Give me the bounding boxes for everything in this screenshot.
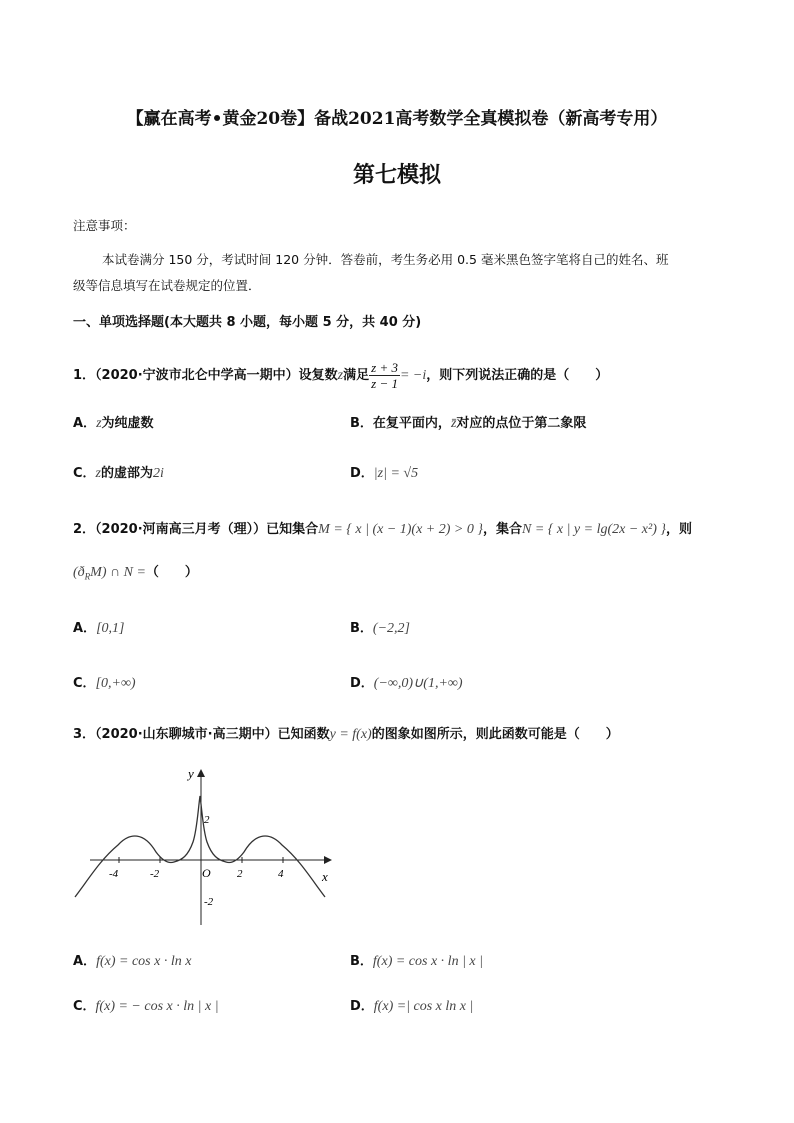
q1-stem-c: ，则下列说法正确的是（ ）	[426, 368, 609, 383]
y-axis-arrow	[197, 769, 205, 777]
q2-option-b[interactable]	[350, 617, 410, 637]
q3-option-a-math: f(x) = cos x · ln x	[96, 954, 192, 969]
graph-tick-label-y2: 2	[204, 814, 210, 826]
q1-option-b-text2: 对应的点位于第二象限	[456, 416, 587, 431]
q3-option-a[interactable]	[73, 950, 191, 970]
graph-tick-label-2: 2	[237, 868, 243, 880]
q1-frac-num: z + 3	[371, 360, 398, 375]
q1-option-b-label: B．	[350, 416, 373, 431]
q1-option-b-text1: 在复平面内，	[372, 416, 451, 431]
q2-set-n: N = { x | y = lg(2x − x²) }	[521, 522, 666, 537]
q3-option-c[interactable]	[73, 995, 219, 1015]
q1-option-b[interactable]	[350, 412, 586, 432]
q1-fraction	[369, 360, 400, 391]
q2-option-d-math: (−∞,0)∪(1,+∞)	[373, 676, 463, 691]
graph-x-label: x	[322, 869, 328, 884]
q1-frac-den: z − 1	[371, 376, 398, 391]
q1-option-a-math: z	[96, 416, 102, 431]
x-axis-arrow	[324, 856, 332, 864]
question-1	[73, 360, 608, 391]
q2-stem-a: 2．（2020·河南高三月考（理））已知集合	[73, 522, 319, 537]
q1-option-a[interactable]	[73, 412, 154, 432]
question-2-line2	[73, 561, 198, 582]
q1-option-c-math2: 2i	[153, 466, 164, 481]
q1-eq: = −i	[399, 368, 427, 383]
graph-tick-label-neg4: -4	[109, 868, 119, 880]
q2-option-b-math: (−2,2]	[372, 621, 410, 636]
notice-line-1: 本试卷满分 150 分，考试时间 120 分钟．答卷前，考生务必用 0.5 毫米黑色签字笔将自己的姓名、班	[102, 252, 669, 267]
q3-option-d-label: D．	[350, 999, 374, 1014]
q1-stem-b: 满足	[343, 368, 370, 383]
q2-stem-c: ，则	[665, 522, 692, 537]
q2-stem-b: ，集合	[482, 522, 522, 537]
graph-y-label: y	[188, 766, 194, 781]
q3-func: y = f(x)	[329, 727, 372, 742]
q1-option-c-text: 的虚部为	[101, 466, 154, 481]
q2-expr-sub: R	[84, 571, 91, 582]
q2-option-a-label: A．	[73, 621, 97, 636]
graph-tick-label-4: 4	[278, 868, 284, 880]
question-3	[73, 723, 619, 743]
q3-option-c-math: f(x) = − cos x · ln | x |	[95, 999, 219, 1014]
q3-option-b-label: B．	[350, 954, 373, 969]
q1-option-b-math: z̄	[450, 416, 457, 431]
q2-option-c[interactable]	[73, 672, 136, 692]
q2-option-c-math: [0,+∞)	[95, 676, 136, 691]
document-title: 【赢在高考•黄金20卷】备战2021高考数学全真模拟卷（新高考专用）	[126, 109, 668, 129]
q3-option-a-label: A．	[73, 954, 97, 969]
q1-stem-a: 1．（2020·宁波市北仑中学高一期中）设复数	[73, 368, 338, 383]
q2-option-d[interactable]	[350, 672, 463, 692]
document-subtitle: 第七模拟	[352, 162, 441, 188]
q3-stem-b: 的图象如图所示，则此函数可能是（ ）	[371, 727, 619, 742]
notice-label: 注意事项：	[73, 218, 136, 233]
q1-option-d-label: D．	[350, 466, 374, 481]
q1-option-d-math: |z| = √5	[373, 466, 419, 481]
graph-tick-label-neg2: -2	[150, 868, 160, 880]
function-graph	[70, 760, 340, 930]
q2-option-d-label: D．	[350, 676, 374, 691]
function-curve	[75, 796, 325, 897]
q2-set-m: M = { x | (x − 1)(x + 2) > 0 }	[318, 522, 483, 537]
q1-option-c-math: z	[95, 466, 101, 481]
q3-option-d-math: f(x) =| cos x ln x |	[373, 999, 474, 1014]
q2-option-c-label: C．	[73, 676, 96, 691]
q1-option-a-label: A．	[73, 416, 97, 431]
q2-expr: (ð	[73, 565, 85, 580]
graph-tick-label-yneg2: -2	[204, 896, 214, 908]
q3-option-b[interactable]	[350, 950, 483, 970]
notice-line-2: 级等信息填写在试卷规定的位置．	[73, 278, 261, 293]
q2-option-b-label: B．	[350, 621, 373, 636]
q1-option-a-text: 为纯虚数	[101, 416, 154, 431]
q2-stem-d: （ ）	[145, 565, 198, 580]
q3-stem-a: 3．（2020·山东聊城市·高三期中）已知函数	[73, 727, 330, 742]
q2-option-a[interactable]	[73, 617, 124, 637]
q1-option-c[interactable]	[73, 462, 164, 482]
graph-origin-label: O	[202, 866, 211, 880]
q3-option-b-math: f(x) = cos x · ln | x |	[372, 954, 483, 969]
q3-option-d[interactable]	[350, 995, 473, 1015]
question-2	[73, 518, 692, 538]
q3-option-c-label: C．	[73, 999, 96, 1014]
section-heading: 一、单项选择题(本大题共 8 小题，每小题 5 分，共 40 分)	[73, 315, 422, 330]
q1-option-d[interactable]	[350, 462, 418, 482]
q2-expr2: M) ∩ N =	[90, 565, 146, 580]
q2-option-a-math: [0,1]	[96, 621, 125, 636]
q1-option-c-label: C．	[73, 466, 96, 481]
q1-var-z: z	[337, 368, 344, 383]
